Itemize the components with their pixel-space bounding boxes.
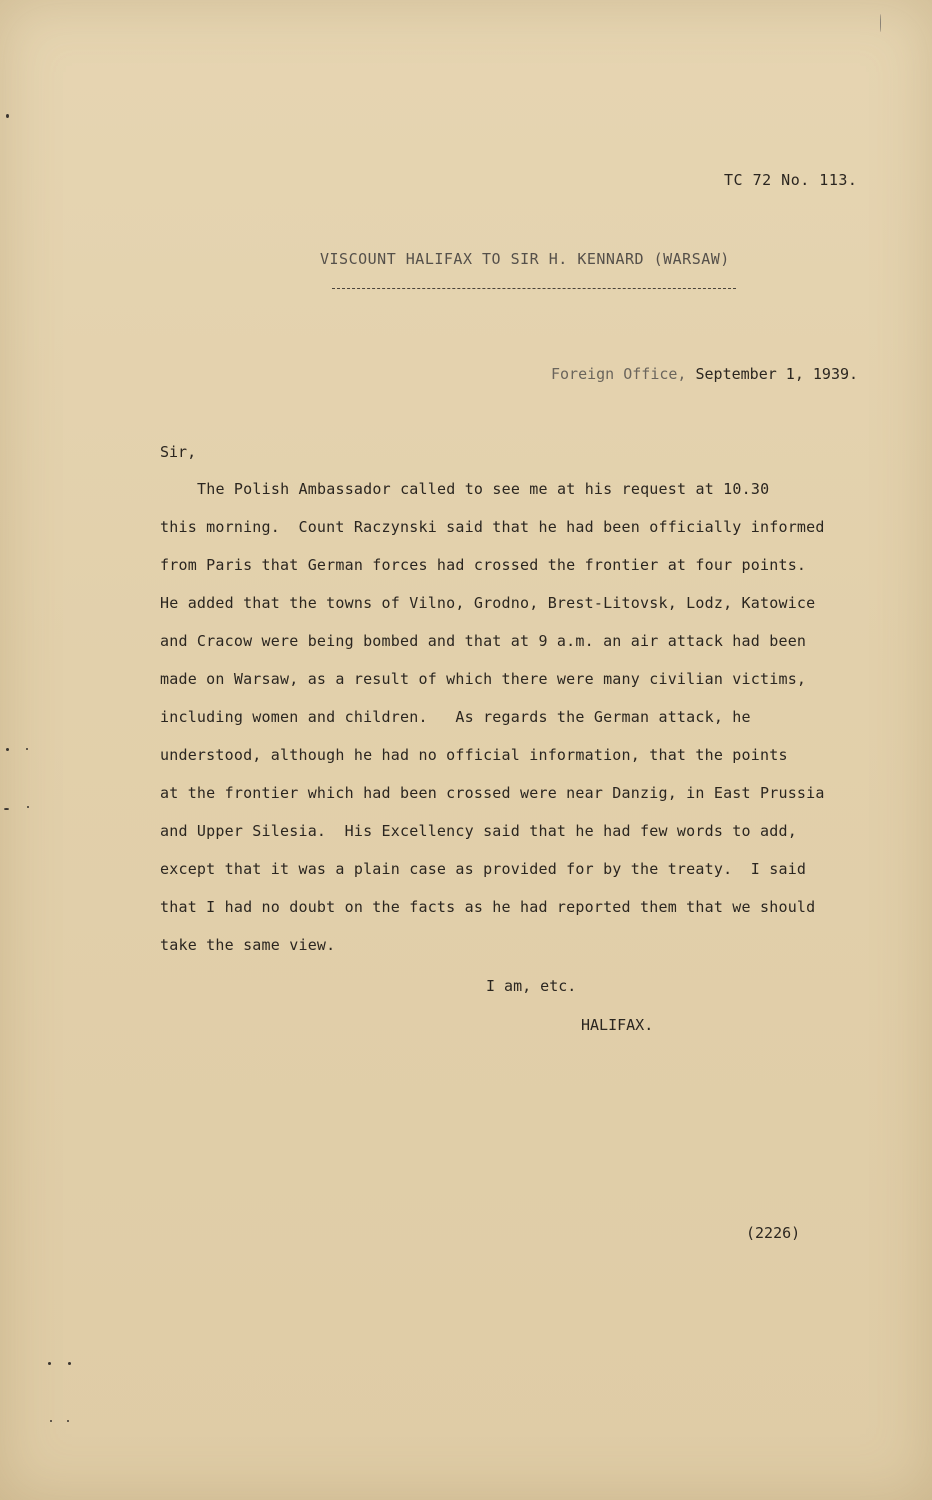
margin-speck [68,1362,71,1365]
margin-speck [50,1420,52,1422]
closing: I am, etc. [486,977,577,995]
body-line: from Paris that German forces had crossed the frontier at four points. [160,556,807,574]
margin-speck [6,748,9,751]
body-line: The Polish Ambassador called to see me at his request at 10.30 [197,480,770,498]
body-line: He added that the towns of Vilno, Grodno, Brest-Litovsk, Lodz, Katowice [160,594,816,612]
body-line: that I had no doubt on the facts as he had reported them that we should [160,898,816,916]
dateline-date: September 1, 1939. [695,365,859,383]
signature: HALIFAX. [581,1016,654,1034]
body-line: made on Warsaw, as a result of which there were many civilian victims, [160,670,807,688]
margin-speck [27,806,29,808]
salutation: Sir, [160,443,197,461]
body-line: understood, although he had no official information, that the points [160,746,788,764]
dateline-place: Foreign Office, [551,365,687,383]
margin-speck [880,14,881,32]
body-line: at the frontier which had been crossed were near Danzig, in East Prussia [160,784,825,802]
margin-speck [26,748,28,750]
heading-underline [332,288,736,289]
dateline [551,365,858,383]
reference-number: TC 72 No. 113. [724,171,858,189]
body-line: take the same view. [160,936,336,954]
margin-speck [4,808,9,810]
margin-speck [48,1362,51,1365]
body-line: this morning. Count Raczynski said that he had been officially informed [160,518,825,536]
margin-speck [6,114,9,118]
body-line: except that it was a plain case as provided for by the treaty. I said [160,860,807,878]
body-line: including women and children. As regards the German attack, he [160,708,751,726]
document-heading: VISCOUNT HALIFAX TO SIR H. KENNARD (WARSAW) [320,250,730,268]
body-line: and Cracow were being bombed and that at 9 a.m. an air attack had been [160,632,807,650]
body-line: and Upper Silesia. His Excellency said that he had few words to add, [160,822,797,840]
document-number: (2226) [746,1224,801,1242]
margin-speck [67,1420,69,1422]
